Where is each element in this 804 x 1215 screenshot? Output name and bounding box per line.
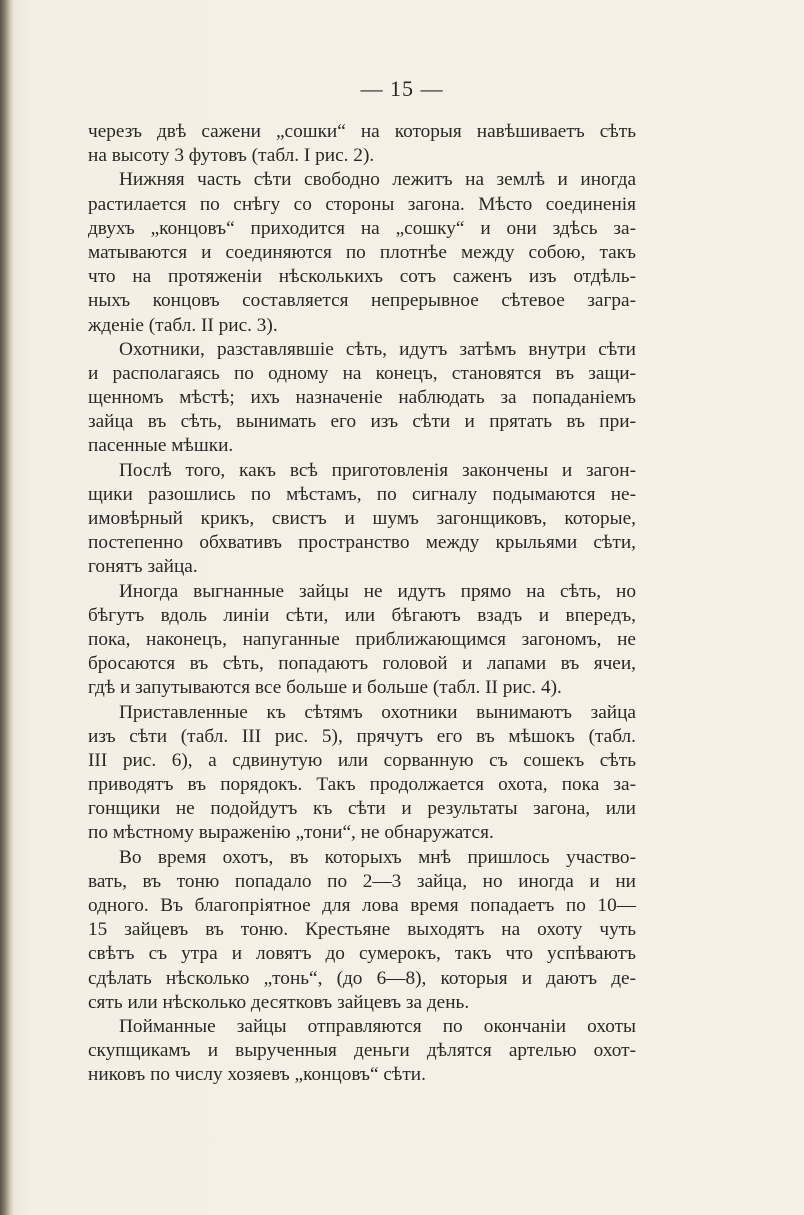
text-line: бросаются въ сѣть, попадаютъ головой и лапами въ ячеи, <box>88 653 636 675</box>
text-line: Охотники, разставлявшіе сѣть, идутъ затѣмъ внутри сѣти <box>119 338 636 360</box>
text-line: щенномъ мѣстѣ; ихъ назначеніе наблюдать за попаданіемъ <box>88 387 636 409</box>
text-line: пока, наконецъ, напуганные приближающимся загономъ, не <box>88 628 636 650</box>
text-line: Во время охотъ, въ которыхъ мнѣ пришлось участво- <box>119 846 636 868</box>
page-binding-edge <box>0 0 14 1215</box>
text-line: гонятъ зайца. <box>88 556 198 578</box>
text-line: ныхъ концовъ составляется непрерывное сѣтевое загра- <box>88 290 636 312</box>
page-number: — 15 — <box>360 76 444 101</box>
text-line: на высоту 3 футовъ (табл. I рис. 2). <box>88 145 375 167</box>
text-line: Иногда выгнанные зайцы не идутъ прямо на сѣть, но <box>119 580 636 602</box>
text-line: бѣгутъ вдоль линіи сѣти, или бѣгаютъ взадъ и впередъ, <box>88 604 636 626</box>
text-line: имовѣрный крикъ, свистъ и шумъ загонщиковъ, которые, <box>88 508 636 529</box>
text-line: приводятъ въ порядокъ. Такъ продолжается охота, пока за- <box>88 774 636 796</box>
text-line: черезъ двѣ сажени „сошки“ на которыя навѣшиваетъ сѣть <box>88 121 636 142</box>
text-line: сдѣлать нѣсколько „тонь“, (до 6—8), которыя и даютъ де- <box>88 967 636 989</box>
paragraph <box>88 580 636 701</box>
text-line: никовъ по числу хозяевъ „концовъ“ сѣти. <box>88 1064 426 1086</box>
text-line: свѣтъ съ утра и ловятъ до сумерокъ, такъ что успѣваютъ <box>88 943 636 965</box>
text-line: вать, въ тоню попадало по 2—3 зайца, но иногда и ни <box>88 870 636 892</box>
text-line: по мѣстному выраженію „тони“, не обнаружатся. <box>88 822 494 844</box>
text-line: одного. Въ благопріятное для лова время попадаетъ по 10— <box>88 895 636 916</box>
paragraph <box>88 1015 636 1088</box>
text-line: сять или нѣсколько десятковъ зайцевъ за день. <box>88 991 470 1013</box>
paragraph <box>88 701 636 846</box>
text-line: Нижняя часть сѣти свободно лежитъ на землѣ и иногда <box>119 169 636 191</box>
paragraph <box>88 120 636 168</box>
body-text <box>88 120 636 1088</box>
text-line: гдѣ и запутываются все больше и больше (табл. II рис. 4). <box>88 677 562 699</box>
text-line: зайца въ сѣть, вынимать его изъ сѣти и прятать въ при- <box>88 411 636 433</box>
text-line: Пойманные зайцы отправляются по окончаніи охоты <box>119 1015 636 1037</box>
text-line: и располагаясь по одному на конецъ, становятся въ защи- <box>88 362 636 384</box>
text-line: постепенно обхвативъ пространство между крыльями сѣти, <box>88 532 636 554</box>
text-line: пасенные мѣшки. <box>88 435 234 457</box>
paragraph <box>88 168 636 337</box>
text-line: гонщики не подойдутъ къ сѣти и результаты загона, или <box>88 798 636 820</box>
paragraph <box>88 338 636 459</box>
text-line: щики разошлись по мѣстамъ, по сигналу подымаются не- <box>88 483 636 505</box>
paragraph <box>88 459 636 580</box>
text-line: 15 зайцевъ въ тоню. Крестьяне выходятъ на охоту чуть <box>88 919 636 941</box>
paragraph <box>88 846 636 1015</box>
text-line: Приставленные къ сѣтямъ охотники вынимаютъ зайца <box>119 701 636 723</box>
text-line: III рис. 6), а сдвинутую или сорванную съ сошекъ сѣть <box>88 749 636 771</box>
text-line: двухъ „концовъ“ приходится на „сошку“ и они здѣсь за- <box>88 217 636 239</box>
text-line: растилается по снѣгу со стороны загона. Мѣсто соединенія <box>88 193 636 215</box>
text-line: Послѣ того, какъ всѣ приготовленія закончены и загон- <box>119 459 636 481</box>
text-line: изъ сѣти (табл. III рис. 5), прячутъ его въ мѣшокъ (табл. <box>88 725 636 747</box>
text-line: скупщикамъ и вырученныя деньги дѣлятся артелью охот- <box>88 1040 636 1062</box>
text-line: матываются и соединяются по плотнѣе между собою, такъ <box>88 241 636 263</box>
text-line: что на протяженіи нѣсколькихъ сотъ саженъ изъ отдѣль- <box>88 266 636 288</box>
text-line: жденіе (табл. II рис. 3). <box>88 314 278 336</box>
